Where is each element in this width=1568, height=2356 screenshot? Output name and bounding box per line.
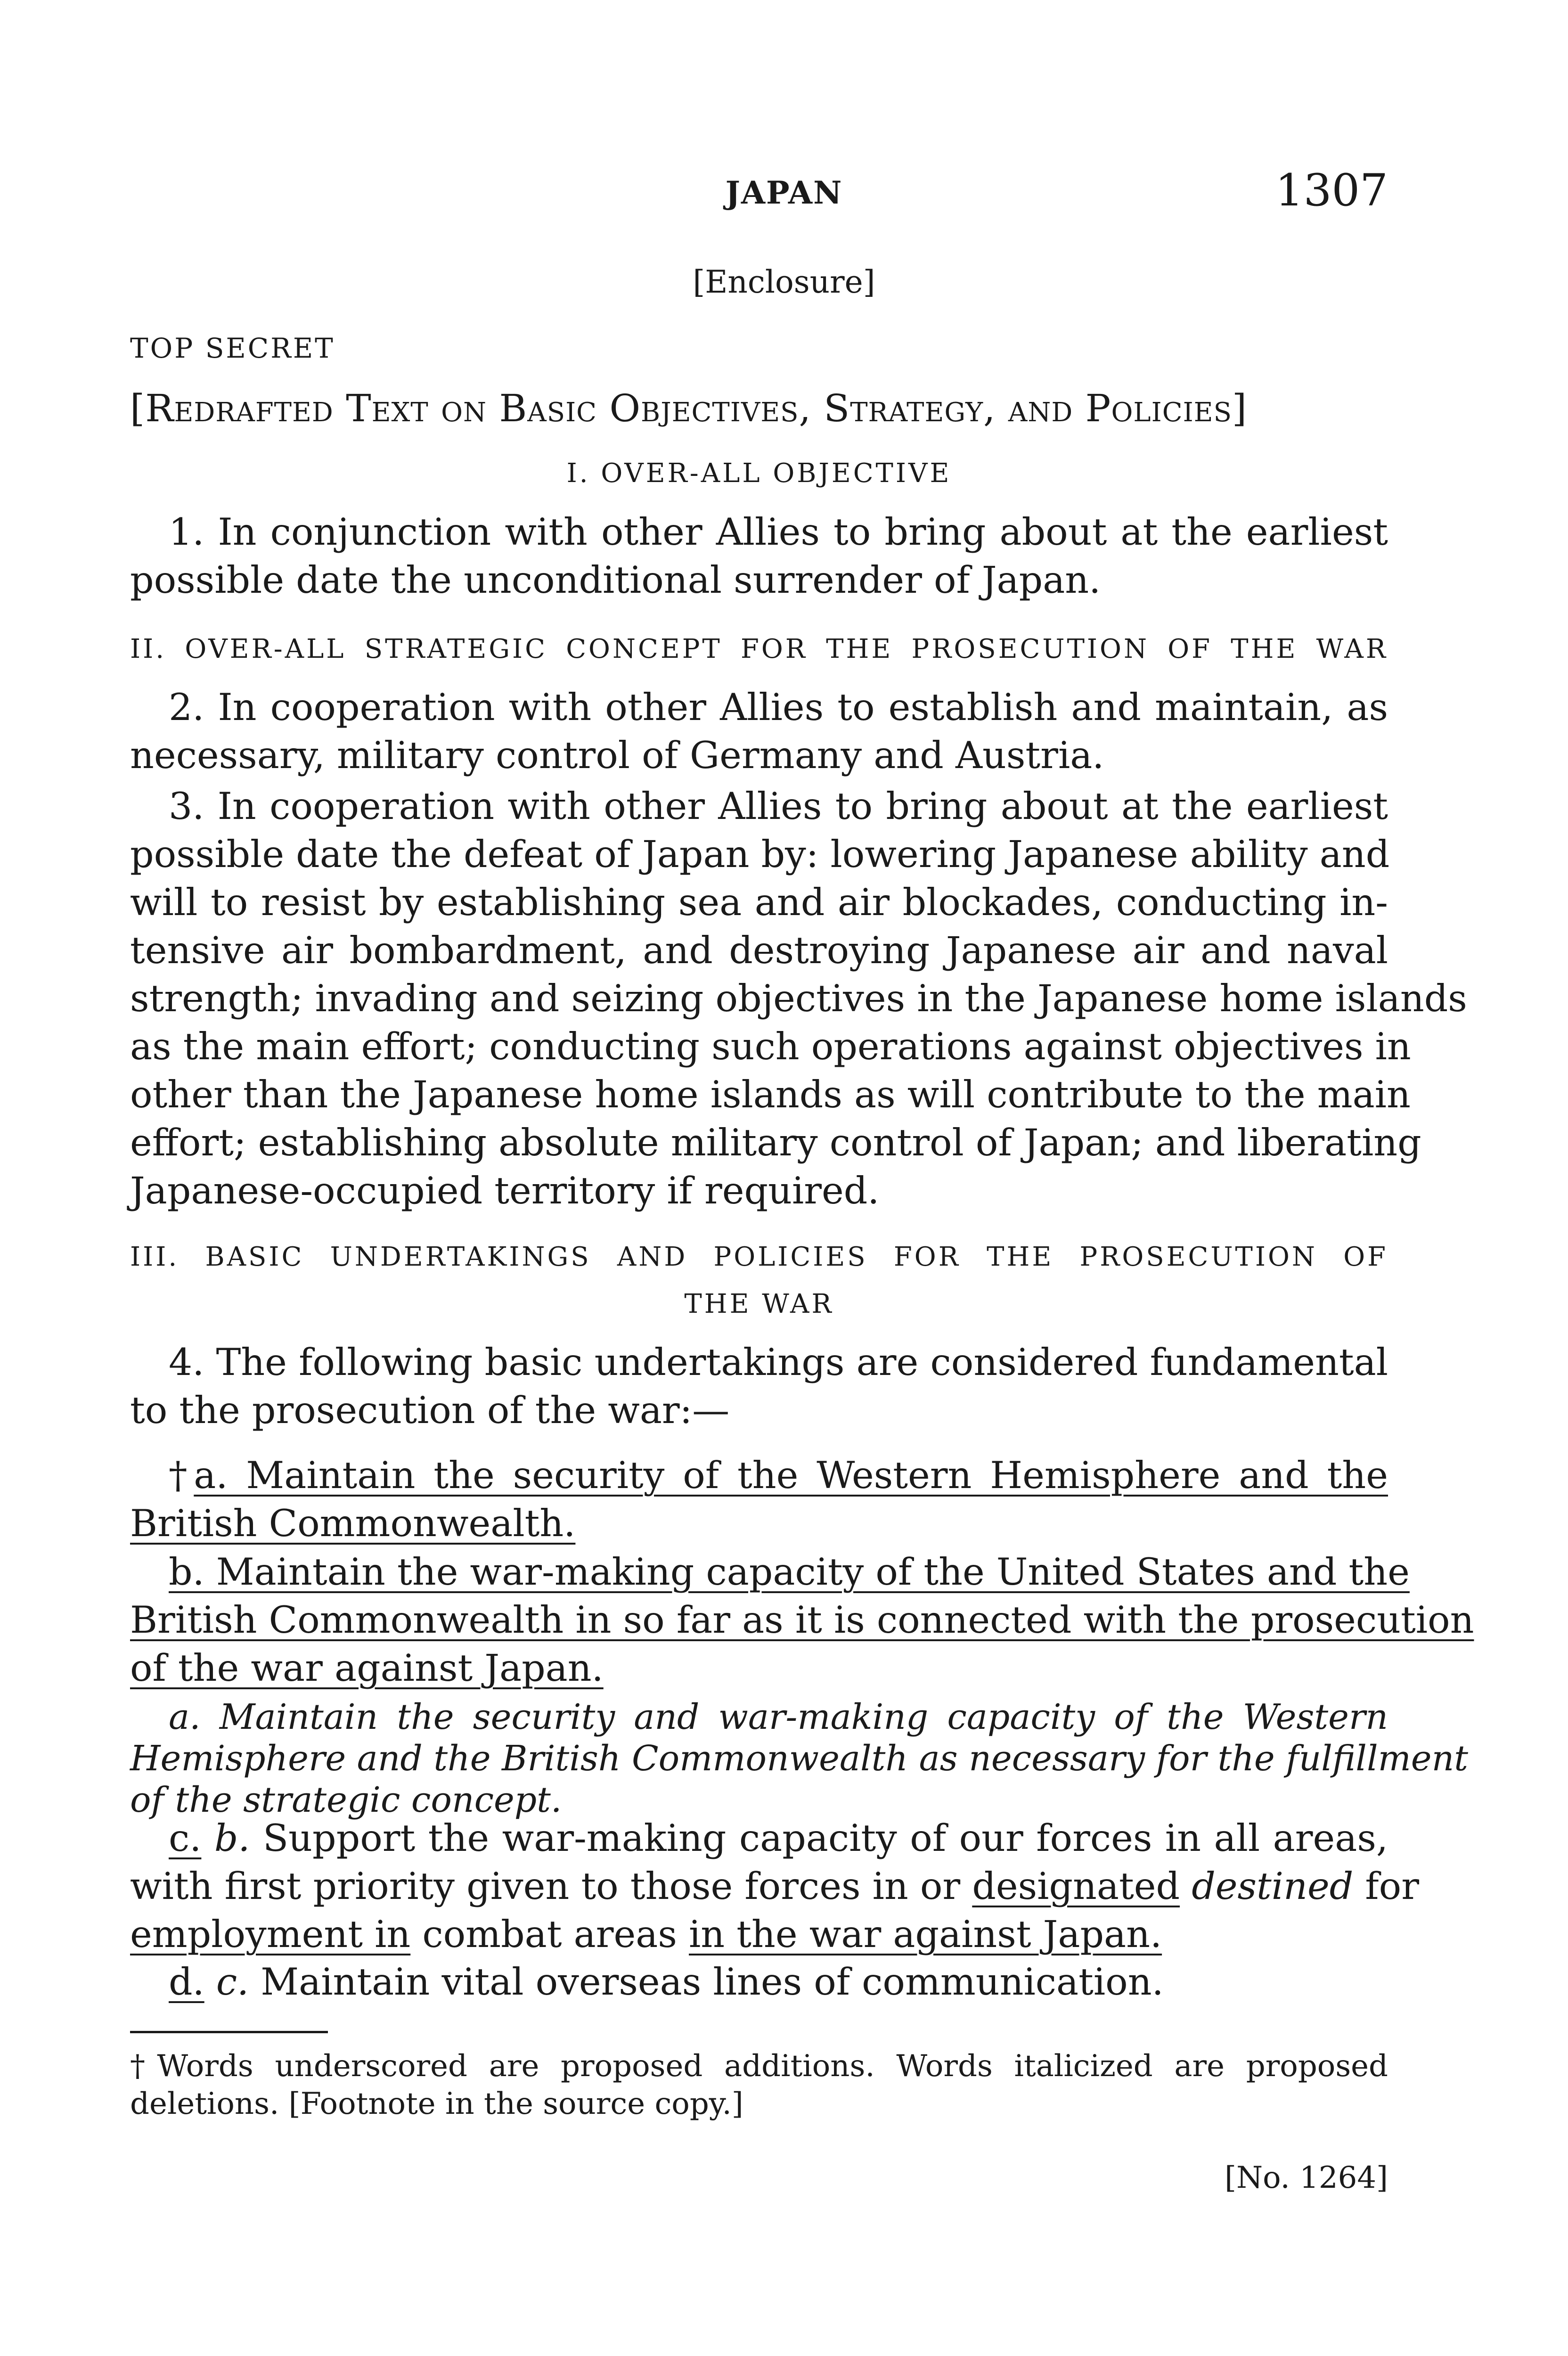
deleted-letter: b.	[214, 1816, 250, 1860]
paragraph-3	[130, 782, 1467, 1215]
dagger-mark: †	[169, 1454, 194, 1497]
text-line: 4. The following basic undertakings are considered fundamental	[169, 1341, 1388, 1384]
deleted-text: destined	[1192, 1865, 1354, 1908]
footnote	[130, 2047, 1388, 2123]
inserted-text: b. Maintain the war-making capacity of the United States and the	[169, 1550, 1410, 1594]
text-run: for	[1365, 1865, 1419, 1908]
text-line: possible date the defeat of Japan by: lowering Japanese ability and	[130, 833, 1390, 876]
inserted-text: British Commonwealth in so far as it is connected with the prosecution	[130, 1598, 1474, 1642]
text-line: possible date the unconditional surrender of Japan.	[130, 558, 1101, 602]
section-heading-3-continued: THE WAR	[684, 1289, 834, 1319]
document-title: [Redrafted Text on Basic Objectives, Strategy, and Policies]	[130, 386, 1248, 430]
inserted-letter: c.	[169, 1816, 202, 1860]
text-run: combat areas	[422, 1913, 677, 1956]
text-line: necessary, military control of Germany and Austria.	[130, 734, 1104, 777]
text-line: to the prosecution of the war:—	[130, 1389, 730, 1432]
item-a-addition	[130, 1451, 1388, 1547]
inserted-text: employment in	[130, 1913, 411, 1956]
footnote-line: deletions. [Footnote in the source copy.]	[130, 2086, 743, 2121]
text-line	[130, 1548, 1410, 1596]
text-line	[130, 1958, 1388, 2006]
text-line: as the main effort; conducting such operations against objectives in	[130, 1025, 1411, 1068]
text-line: strength; invading and seizing objectives in the Japanese home islands	[130, 977, 1467, 1020]
inserted-text: British Commonwealth.	[130, 1502, 576, 1545]
text-line	[130, 1862, 1419, 1910]
text-run: with first priority given to those forces in or	[130, 1865, 961, 1908]
text-line: effort; establishing absolute military control of Japan; and liberating	[130, 1121, 1421, 1164]
enclosure-label: [Enclosure]	[693, 264, 875, 300]
footnote-line: †Words underscored are proposed additions. Words italicized are proposed	[130, 2049, 1388, 2084]
inserted-text: designated	[972, 1865, 1180, 1908]
text-line	[130, 1644, 1388, 1692]
text-line: a. Maintain the security and war-making capacity of the Western	[169, 1697, 1388, 1737]
paragraph-4	[130, 1338, 1388, 1434]
text-line: tensive air bombardment, and destroying Japanese air and naval	[130, 929, 1388, 972]
footnote-divider	[130, 2031, 328, 2033]
inserted-text: of the war against Japan.	[130, 1646, 604, 1690]
inserted-text: in the war against Japan.	[689, 1913, 1162, 1956]
text-line: Japanese-occupied territory if required.	[130, 1169, 880, 1212]
text-line: will to resist by establishing sea and air blockades, conducting in-	[130, 881, 1388, 924]
running-title: JAPAN	[725, 174, 843, 211]
text-line: 1. In conjunction with other Allies to bring about at the earliest	[169, 510, 1388, 554]
text-line	[130, 1910, 1388, 1958]
text-run: Support the war-making capacity of our forces in all areas,	[263, 1816, 1388, 1860]
section-heading-2: II. OVER-ALL STRATEGIC CONCEPT FOR THE PROSECUTION OF THE WAR	[130, 634, 1388, 664]
text-line: 3. In cooperation with other Allies to bring about at the earliest	[169, 785, 1388, 828]
text-line: 2. In cooperation with other Allies to establish and maintain, as	[169, 686, 1388, 729]
item-a-deletion	[130, 1696, 1468, 1821]
text-line: other than the Japanese home islands as will contribute to the main	[130, 1073, 1411, 1116]
text-line: Hemisphere and the British Commonwealth as necessary for the fulfillment	[130, 1738, 1468, 1779]
item-d	[130, 1958, 1388, 2006]
text-line: of the strategic concept.	[130, 1780, 562, 1820]
inserted-text: a. Maintain the security of the Western Hemisphere and the	[194, 1454, 1388, 1497]
item-b-addition	[130, 1548, 1474, 1692]
text-line	[130, 1596, 1474, 1644]
text-run: Maintain vital overseas lines of communication.	[261, 1960, 1164, 2004]
deleted-letter: c.	[216, 1960, 249, 2004]
text-line	[130, 1814, 1388, 1862]
text-line	[130, 1451, 1388, 1499]
inserted-letter: d.	[169, 1960, 204, 2004]
document-number: [No. 1264]	[1225, 2160, 1388, 2195]
section-heading-1: I. OVER-ALL OBJECTIVE	[566, 458, 952, 489]
classification-marking: TOP SECRET	[130, 332, 335, 364]
item-c	[130, 1814, 1419, 1958]
section-heading-3: III. BASIC UNDERTAKINGS AND POLICIES FOR THE PROSECUTION OF	[130, 1242, 1388, 1272]
paragraph-2	[130, 683, 1388, 779]
paragraph-1	[130, 508, 1388, 604]
text-line	[130, 1499, 1388, 1547]
page-number: 1307	[1275, 165, 1388, 216]
